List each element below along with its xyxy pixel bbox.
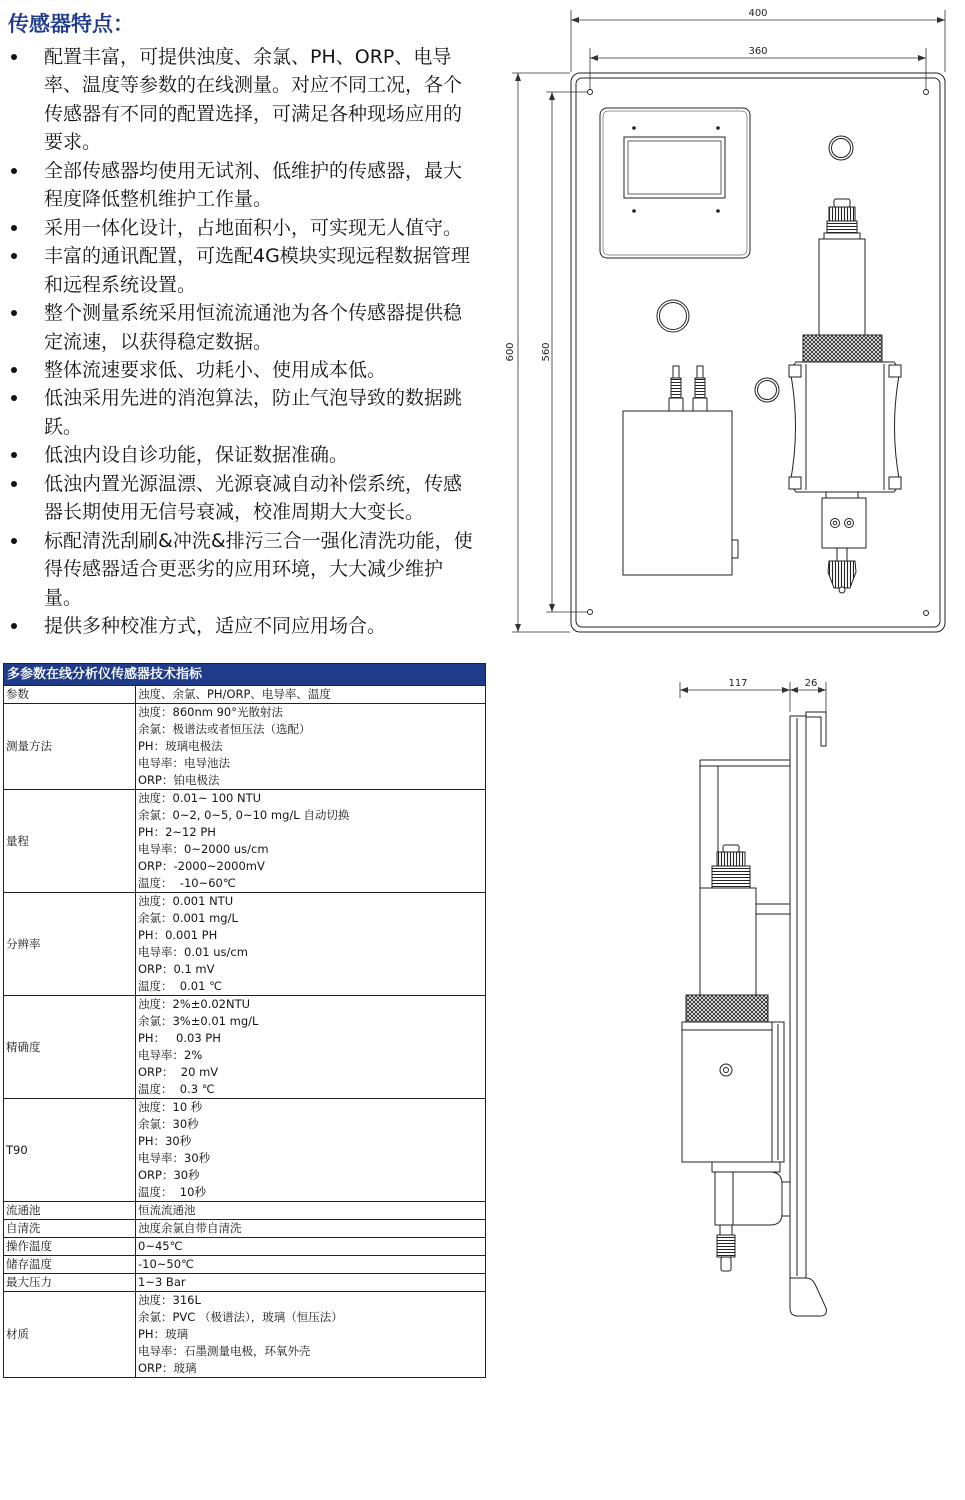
spec-value [136, 1099, 486, 1202]
spec-row [4, 1238, 486, 1256]
feature-line: 率、温度等参数的在线测量。对应不同工况，各个 [44, 74, 463, 97]
spec-value-line: 浊度：10 秒 [138, 1100, 203, 1114]
spec-value [136, 1202, 486, 1220]
spec-value [136, 1274, 486, 1292]
spec-row [4, 1292, 486, 1378]
front-view-drawing [495, 0, 960, 650]
feature-list [0, 43, 490, 641]
feature-line: 跃。 [44, 415, 83, 438]
spec-label: 精确度 [4, 996, 136, 1099]
feature-item [0, 157, 490, 214]
spec-label: 储存温度 [4, 1256, 136, 1274]
spec-label: 操作温度 [4, 1238, 136, 1256]
spec-label: 量程 [4, 790, 136, 893]
spec-table-body [4, 686, 486, 1378]
feature-line: 低浊采用先进的消泡算法，防止气泡导致的数据跳 [44, 387, 463, 410]
spec-row [4, 893, 486, 996]
spec-value-line: 浊度、余氯、PH/ORP、电导率、温度 [138, 687, 331, 701]
feature-item [0, 356, 490, 384]
mounting-hole [924, 90, 929, 95]
spec-label: 最大压力 [4, 1274, 136, 1292]
spec-value-line: 0~45℃ [138, 1239, 183, 1253]
bullet-icon [11, 168, 17, 174]
sensor-thread [712, 866, 750, 888]
spec-value-line: 浊度：0.001 NTU [138, 894, 234, 908]
feature-line: 低浊内设自诊功能，保证数据准确。 [44, 444, 349, 467]
mounting-hole [588, 90, 593, 95]
spec-value [136, 1292, 486, 1378]
spec-value-line: ORP：-2000~2000mV [138, 859, 265, 873]
feature-item [0, 527, 490, 612]
spec-value-line: PH：玻璃电极法 [138, 739, 223, 753]
spec-value-line: 余氯：0~2, 0~5, 0~10 mg/L 自动切换 [138, 808, 350, 822]
spec-label: 自清洗 [4, 1220, 136, 1238]
spec-value [136, 1238, 486, 1256]
spec-value [136, 1220, 486, 1238]
feature-item [0, 43, 490, 157]
sensor-knurled-nut [803, 335, 882, 362]
spec-row [4, 790, 486, 893]
cable-gland [657, 300, 689, 332]
spec-row [4, 1256, 486, 1274]
spec-value-line: 温度： 0.01 ℃ [138, 979, 222, 993]
spec-label: 分辨率 [4, 893, 136, 996]
spec-value-line: PH：玻璃 [138, 1327, 189, 1341]
spec-value-line: 温度： -10~60℃ [138, 876, 236, 890]
feature-line: 得传感器适合更恶劣的应用环境，大大减少维护 [44, 558, 444, 581]
spec-value-line: 1~3 Bar [138, 1275, 186, 1289]
spec-value-line: 余氯：极谱法或者恒压法（选配） [138, 722, 311, 736]
spec-value-line: 电导率：30秒 [138, 1151, 211, 1165]
bullet-icon [11, 367, 17, 373]
feature-line: 程度降低整机维护工作量。 [44, 188, 273, 211]
bullet-icon [11, 623, 17, 629]
panel-side [790, 712, 826, 1316]
spec-row [4, 1220, 486, 1238]
spec-value-line: 电导率：0.01 us/cm [138, 945, 248, 959]
feature-item [0, 384, 490, 441]
feature-line: 低浊内置光源温漂、光源衰减自动补偿系统，传感 [44, 472, 463, 495]
spec-value-line: 浊度：0.01~ 100 NTU [138, 791, 262, 805]
sensor-collar [824, 233, 860, 239]
spec-value-line: 余氯：PVC （极谱法），玻璃（恒压法） [138, 1310, 343, 1324]
bullet-icon [11, 54, 17, 60]
mounting-hole [924, 611, 929, 616]
dimension-label-panel-height: 600 [505, 342, 516, 362]
spec-table-title: 多参数在线分析仪传感器技术指标 [4, 664, 486, 686]
spec-value-line: 温度： 0.3 ℃ [138, 1082, 215, 1096]
spec-value-line: 电导率：0~2000 us/cm [138, 842, 269, 856]
spec-value [136, 893, 486, 996]
feature-line: 和远程系统设置。 [44, 273, 197, 296]
sensor-cap [834, 199, 850, 207]
spec-value-line: 余氯：30秒 [138, 1117, 199, 1131]
feature-line: 器长期使用无信号衰减，校准周期大大变长。 [44, 501, 425, 524]
spec-value-line: -10~50℃ [138, 1257, 194, 1271]
drain-fitting [828, 561, 856, 588]
spec-value-line: PH：30秒 [138, 1134, 192, 1148]
spec-value [136, 686, 486, 704]
bullet-icon [11, 253, 17, 259]
spec-value-line: 浊度：316L [138, 1293, 201, 1307]
feature-line: 丰富的通讯配置，可选配4G模块实现远程数据管理 [44, 245, 470, 268]
feature-item [0, 214, 490, 242]
spec-value-line: ORP：0.1 mV [138, 962, 215, 976]
feature-item [0, 299, 490, 356]
feature-line: 整体流速要求低、功耗小、使用成本低。 [44, 358, 387, 381]
display-screen [624, 137, 725, 198]
flow-cell-housing [682, 1022, 772, 1162]
spec-value [136, 704, 486, 790]
spec-row [4, 1099, 486, 1202]
spec-row [4, 1274, 486, 1292]
feature-item [0, 441, 490, 469]
drain-fitting [717, 1235, 735, 1257]
feature-line: 全部传感器均使用无试剂、低维护的传感器，最大 [44, 159, 463, 182]
spec-value-line: 浊度：860nm 90°光散射法 [138, 705, 283, 719]
sensor-cap [723, 845, 739, 852]
feature-line: 量。 [44, 586, 83, 609]
spec-value-line: 余氯：0.001 mg/L [138, 911, 238, 925]
sensor-front [789, 199, 901, 593]
bullet-icon [11, 225, 17, 231]
sensor-thread [827, 221, 857, 233]
spec-value-line: 余氯：3%±0.01 mg/L [138, 1014, 259, 1028]
feature-line: 配置丰富，可提供浊度、余氯、PH、ORP、电导 [44, 46, 452, 68]
feature-line: 要求。 [44, 131, 102, 154]
spec-value [136, 790, 486, 893]
junction-box [623, 366, 738, 575]
side-view-drawing [640, 660, 850, 1325]
bullet-icon [11, 395, 17, 401]
spec-value-line: PH： 0.03 PH [138, 1031, 221, 1045]
dimension-label-hole-spacing-y: 560 [541, 342, 552, 362]
cable-gland [829, 136, 853, 160]
feature-item [0, 242, 490, 299]
sensor-nut [829, 207, 855, 221]
spec-row [4, 1202, 486, 1220]
spec-value-line: 恒流流通池 [138, 1203, 196, 1217]
spec-value-line: ORP：铂电极法 [138, 773, 220, 787]
sensor-body [700, 888, 756, 995]
spec-label: 参数 [4, 686, 136, 704]
sensor-body [819, 239, 865, 335]
spec-value-line: 浊度余氯自带自清洗 [138, 1221, 242, 1235]
feature-line: 传感器有不同的配置选择，可满足各种现场应用的 [44, 102, 463, 125]
spec-value-line: 电导率：石墨测量电极，环氧外壳 [138, 1344, 311, 1358]
dimension-label-bracket: 26 [804, 678, 818, 689]
feature-line: 提供多种校准方式，适应不同应用场合。 [44, 615, 387, 638]
spec-value [136, 1256, 486, 1274]
dimension-label-panel-width: 400 [748, 8, 768, 19]
spec-value-line: PH：0.001 PH [138, 928, 218, 942]
spec-value-line: 电导率：2% [138, 1048, 203, 1062]
feature-line: 标配清洗刮刷&冲洗&排污三合一强化清洗功能，使 [44, 529, 473, 552]
spec-label: T90 [4, 1099, 136, 1202]
sensor-nut [717, 852, 745, 866]
drain-valve-block [715, 1172, 782, 1225]
spec-value-line: ORP：30秒 [138, 1168, 200, 1182]
features-title: 传感器特点： [8, 12, 134, 36]
feature-item [0, 612, 490, 640]
spec-row [4, 704, 486, 790]
spec-value-line: 浊度：2%±0.02NTU [138, 997, 251, 1011]
spec-value-line: 电导率：电导池法 [138, 756, 230, 770]
feature-line: 定流速，以获得稳定数据。 [44, 330, 273, 353]
spec-label: 测量方法 [4, 704, 136, 790]
bullet-icon [11, 452, 17, 458]
dimension-label-hole-spacing-x: 360 [748, 46, 768, 57]
spec-table-header-row [4, 664, 486, 686]
spec-label: 材质 [4, 1292, 136, 1378]
spec-table [3, 663, 486, 1378]
spec-label: 流通池 [4, 1202, 136, 1220]
spec-value-line: ORP： 20 mV [138, 1065, 219, 1079]
spec-row [4, 686, 486, 704]
spec-row [4, 996, 486, 1099]
spec-value-line: 温度： 10秒 [138, 1185, 206, 1199]
bullet-icon [11, 310, 17, 316]
sensor-knurled-nut [686, 995, 768, 1022]
feature-line: 整个测量系统采用恒流流通池为各个传感器提供稳 [44, 302, 463, 325]
bullet-icon [11, 481, 17, 487]
cable-gland [755, 378, 779, 402]
spec-value-line: PH：2~12 PH [138, 825, 216, 839]
spec-value-line: ORP：玻璃 [138, 1361, 197, 1375]
spec-value [136, 996, 486, 1099]
bullet-icon [11, 538, 17, 544]
feature-item [0, 470, 490, 527]
mounting-hole [588, 610, 593, 615]
controller-display [600, 108, 750, 258]
dimension-label-depth: 117 [728, 678, 748, 689]
feature-line: 采用一体化设计，占地面积小，可实现无人值守。 [44, 216, 463, 239]
